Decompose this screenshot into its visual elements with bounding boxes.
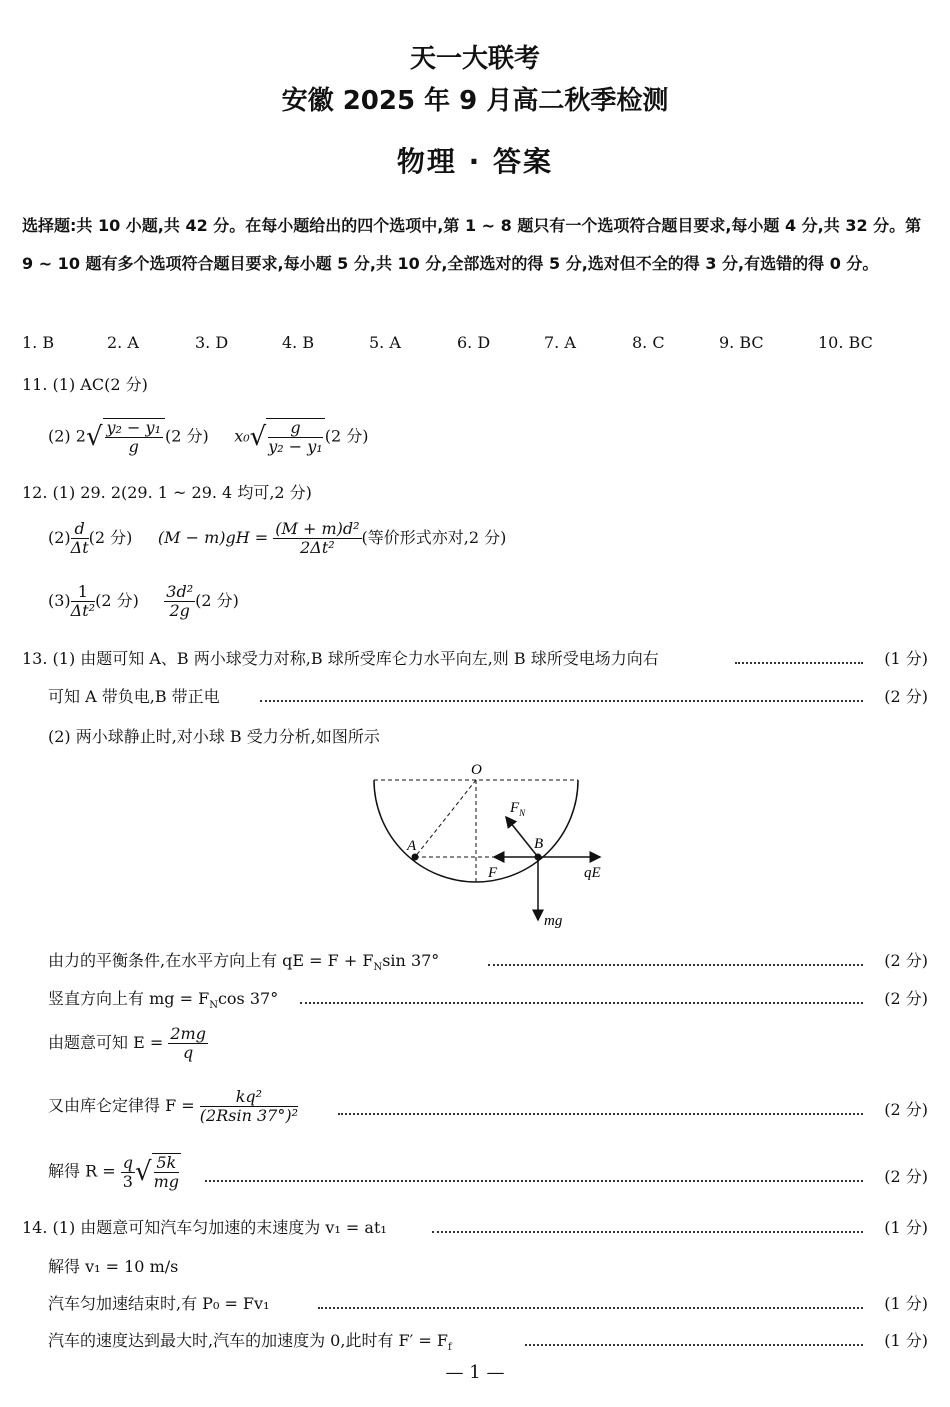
q14-line3: 汽车匀加速结束时,有 P₀ = Fv₁ — [48, 1294, 270, 1313]
q13-line7-score: (2 分) — [884, 1100, 928, 1119]
q13-line4-leader — [488, 964, 863, 966]
q13-line2-leader — [260, 700, 863, 702]
q13-l6-den: q — [183, 1043, 194, 1062]
answer-7: 7. A — [544, 333, 576, 352]
q11-p2-den2: y₂ − y₁ — [268, 437, 323, 456]
label-b: B — [534, 836, 544, 852]
q13-l6-num: 2mg — [170, 1024, 206, 1043]
q13-line3: (2) 两小球静止时,对小球 B 受力分析,如图所示 — [48, 727, 380, 746]
q13-line4: 由力的平衡条件,在水平方向上有 qE = $F + F_N\sin$ 37° — [48, 951, 440, 974]
label-fn: $F_N$ — [510, 800, 526, 818]
exam-org-title: 天一大联考 — [409, 44, 540, 74]
page-number: — 1 — — [445, 1362, 505, 1383]
q13-l7-prefix: 又由库仑定律得 F = — [48, 1096, 195, 1115]
q14-line3-score: (1 分) — [884, 1294, 928, 1313]
answer-1: 1. B — [22, 333, 55, 352]
exam-name-title: 安徽 2025 年 9 月高二秋季检测 — [281, 86, 669, 116]
q13-line7-leader — [338, 1113, 863, 1115]
answer-8: 8. C — [632, 333, 665, 352]
q14-line4-leader — [525, 1344, 863, 1346]
q11-p2-den: g — [128, 437, 139, 456]
q13-line6 — [48, 1025, 208, 1062]
q13-line7 — [48, 1088, 298, 1125]
answer-9: 9. BC — [719, 333, 764, 352]
q12-p2-eq-den: 2Δt² — [300, 538, 335, 557]
q12-p3-score: (2 分) — [95, 591, 139, 610]
q11-p2-prefix: (2) 2 — [48, 426, 86, 446]
label-o: O — [471, 762, 482, 778]
q11-part1: 11. (1) AC(2 分) — [22, 375, 148, 394]
q11-p2-score: (2 分) — [165, 426, 209, 446]
label-a: A — [407, 838, 417, 854]
q14-line2: 解得 v₁ = 10 m/s — [48, 1257, 179, 1276]
answer-5: 5. A — [369, 333, 401, 352]
q13-l8-prefix: 解得 R = — [48, 1161, 116, 1181]
q11-p2-num: y₂ − y₁ — [106, 418, 161, 437]
q14-line4: 汽车的速度达到最大时,汽车的加速度为 0,此时有 $F' = F_f$ — [48, 1331, 452, 1354]
q14-line4-score: (1 分) — [884, 1331, 928, 1350]
q12-p2-num: d — [71, 520, 89, 539]
label-mg: mg — [544, 913, 563, 929]
ball-b — [535, 854, 542, 861]
answer-10: 10. BC — [818, 333, 873, 352]
answer-2: 2. A — [107, 333, 139, 352]
answer-3: 3. D — [195, 333, 229, 352]
label-f: F — [488, 865, 498, 881]
q11-p2-x0: x₀ — [234, 426, 250, 446]
radius-oa-line — [415, 780, 476, 857]
q13-line8: 解得 R = $\frac{q}{3}$ √ $\frac{5k}{mg}$ — [48, 1152, 179, 1191]
q12-p2-eq-left: (M − m)gH = — [157, 528, 269, 547]
q13-line1-score: (1 分) — [884, 649, 928, 668]
q11-p2-num2: g — [268, 419, 322, 438]
q11-p2-score2: (2 分) — [324, 426, 369, 446]
q13-l8-den: 3 — [122, 1171, 133, 1191]
q13-line8-score: (2 分) — [884, 1167, 928, 1186]
q14-line1-leader — [432, 1231, 863, 1233]
q13-line2-score: (2 分) — [884, 687, 928, 706]
q12-p2-eq-num: (M + m)d² — [275, 519, 360, 538]
intro-text: 选择题:共 10 小题,共 42 分。在每小题给出的四个选项中,第 1 ~ 8 题只有一个选项符合题目要求,每小题 4 分,共 32 分。第 9 ~ 10 题有多个选项符合题目要求,每小题 5 分,共 10 分,全部选对的得 5 分,选对但不全的得 3 分,有选错的得 0 分。 — [22, 216, 922, 273]
q12-part1: 12. (1) 29. 2(29. 1 ~ 29. 4 均可,2 分) — [22, 483, 312, 502]
q12-p2-den: Δt — [70, 538, 89, 557]
q13-l8-rden: mg — [153, 1172, 179, 1191]
q12-part3 — [48, 583, 239, 620]
q11-part2: (2) 2√ $\frac{\text{y₂ − y₁}}{g}$ (2 分) x₀√ $\frac{g}{\text{y₂ − y₁}}$ (2 分) — [48, 418, 369, 456]
q14-line1: 14. (1) 由题意可知汽车匀加速的末速度为 v₁ = at₁ — [22, 1218, 387, 1237]
q12-p3-score2: (2 分) — [195, 591, 239, 610]
answer-4: 4. B — [282, 333, 315, 352]
answer-6: 6. D — [457, 333, 491, 352]
q13-line5: 竖直方向上有 mg = $F_N\cos$ 37° — [48, 989, 279, 1012]
q13-l6-prefix: 由题意可知 E = — [48, 1033, 164, 1052]
q12-p2-score: (2 分) — [88, 528, 133, 547]
q12-p2-eq-note: (等价形式亦对,2 分) — [361, 528, 507, 547]
q13-line5-leader — [300, 1002, 863, 1004]
q12-p3-num: 1 — [71, 583, 95, 602]
q13-l8-num: q — [122, 1152, 133, 1172]
q13-line1: 13. (1) 由题可知 A、B 两小球受力对称,B 球所受库仑力水平向左,则 B 球所受电场力向右 — [22, 649, 659, 668]
q12-p3-den: Δt² — [70, 601, 96, 620]
ball-a — [412, 854, 419, 861]
q12-p2-prefix: (2) — [48, 528, 71, 547]
q13-l7-num: kq² — [200, 1088, 298, 1107]
q12-part2 — [48, 520, 506, 557]
q14-line1-score: (1 分) — [884, 1218, 928, 1237]
force-diagram — [360, 755, 620, 935]
subject-title: 物理 · 答案 — [396, 145, 554, 178]
q13-l8-rnum: 5k — [154, 1154, 179, 1173]
q12-p3-den2: 2g — [169, 601, 190, 620]
q13-line5-score: (2 分) — [884, 989, 928, 1008]
q13-line2: 可知 A 带负电,B 带正电 — [48, 687, 220, 706]
q13-l7-den: (2Rsin 37°)² — [199, 1106, 298, 1125]
label-qe: qE — [584, 865, 601, 881]
q13-line4-score: (2 分) — [884, 951, 928, 970]
q14-line3-leader — [318, 1307, 863, 1309]
q13-line1-leader — [735, 662, 863, 664]
q12-p3-prefix: (3) — [48, 591, 71, 610]
q12-p3-num2: 3d² — [166, 582, 194, 601]
q13-line8-leader — [205, 1180, 863, 1182]
